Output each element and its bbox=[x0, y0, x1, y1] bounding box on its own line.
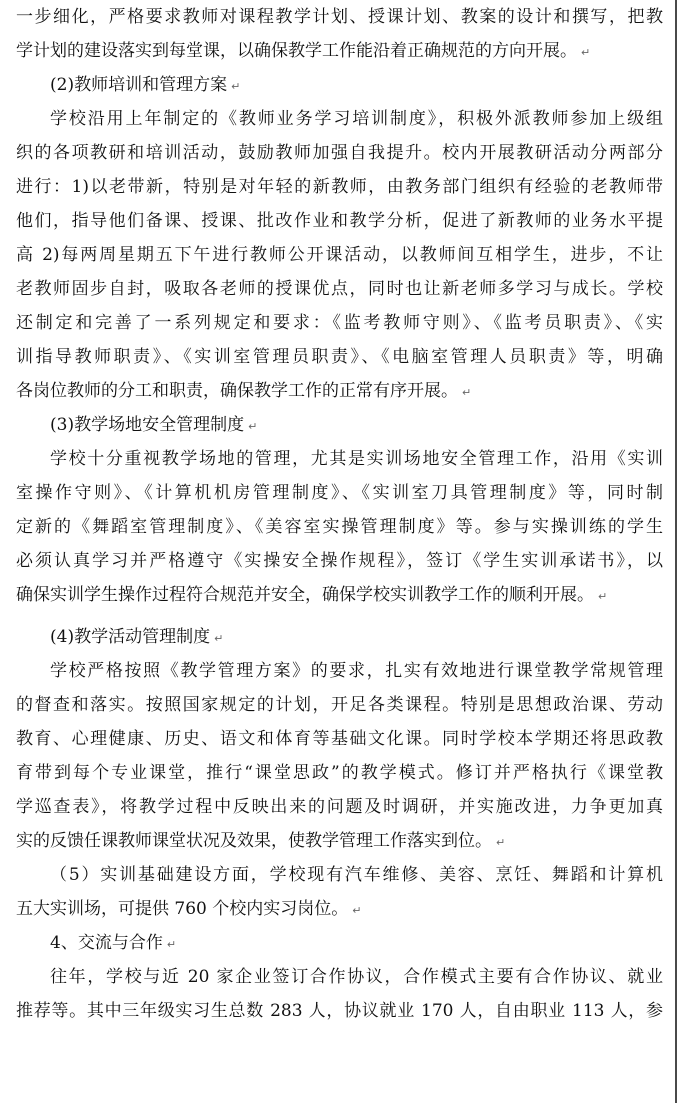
heading-text: (4)教学活动管理制度 bbox=[50, 627, 211, 647]
document-body bbox=[16, 0, 663, 1028]
heading-text: 4、交流与合作 bbox=[50, 933, 163, 953]
paragraph-mark-icon: ↵ bbox=[248, 420, 258, 433]
text-line-content: 五大实训场，可提供 760 个校内实习岗位。 bbox=[16, 899, 349, 919]
text-line-content: 实的反馈任课教师课堂状况及效果，使教学管理工作落实到位。 bbox=[16, 831, 492, 851]
paragraph bbox=[16, 0, 663, 68]
text-line: 还制定和完善了一系列规定和要求：《监考教师守则》、《监考员职责》、《实 bbox=[16, 313, 663, 333]
text-line-content: 学计划的建设落实到每堂课，以确保教学工作能沿着正确规范的方向开展。 bbox=[16, 41, 577, 61]
paragraph-mark-icon: ↵ bbox=[496, 836, 506, 849]
text-line: 育带到每个专业课堂，推行“课堂思政”的教学模式。修订并严格执行《课堂教 bbox=[16, 763, 663, 783]
text-line: 学校严格按照《教学管理方案》的要求，扎实有效地进行课堂教学常规管理 bbox=[50, 661, 663, 681]
text-line: 学校沿用上年制定的《教师业务学习培训制度》，积极外派教师参加上级组 bbox=[50, 109, 663, 129]
paragraph-mark-icon: ↵ bbox=[581, 46, 591, 59]
text-line: 学巡查表》，将教学过程中反映出来的问题及时调研，并实施改进，力争更加真 bbox=[16, 797, 663, 817]
text-line: 进行：1)以老带新，特别是对年轻的新教师，由教务部门组织有经验的老教师带 bbox=[16, 177, 663, 197]
heading-line bbox=[16, 620, 663, 654]
section-heading bbox=[16, 408, 663, 442]
paragraph-mark-icon: ↵ bbox=[214, 632, 224, 645]
text-line: 高 2)每两周星期五下午进行教师公开课活动，以教师间互相学生，进步，不让 bbox=[16, 245, 663, 265]
paragraph-mark-icon: ↵ bbox=[352, 904, 362, 917]
paragraph bbox=[16, 442, 663, 612]
heading-text: (2)教师培训和管理方案 bbox=[50, 75, 228, 95]
text-line bbox=[16, 374, 663, 408]
text-line bbox=[16, 578, 663, 612]
paragraph bbox=[16, 960, 663, 1028]
text-line: 教育、心理健康、历史、语文和体育等基础文化课。同时学校本学期还将思政教 bbox=[16, 729, 663, 749]
text-line: 一步细化，严格要求教师对课程教学计划、授课计划、教案的设计和撰写，把教 bbox=[16, 7, 663, 27]
paragraph bbox=[16, 654, 663, 858]
heading-text: (3)教学场地安全管理制度 bbox=[50, 415, 245, 435]
text-line: 学校十分重视教学场地的管理，尤其是实训场地安全管理工作，沿用《实训 bbox=[50, 449, 663, 469]
text-line-content: 确保实训学生操作过程符合规范并安全，确保学校实训教学工作的顺利开展。 bbox=[16, 585, 594, 605]
heading-line bbox=[16, 68, 663, 102]
text-line: （5）实训基础建设方面，学校现有汽车维修、美容、烹饪、舞蹈和计算机 bbox=[50, 865, 663, 885]
heading-line bbox=[16, 408, 663, 442]
section-heading bbox=[16, 620, 663, 654]
paragraph-mark-icon: ↵ bbox=[231, 80, 241, 93]
text-line: 老教师固步自封，吸取各老师的授课优点，同时也让新老师多学习与成长。学校 bbox=[16, 279, 663, 299]
text-line-content: 各岗位教师的分工和职责，确保教学工作的正常有序开展。 bbox=[16, 381, 458, 401]
paragraph bbox=[16, 102, 663, 408]
text-line: 他们，指导他们备课、授课、批改作业和教学分析，促进了新教师的业务水平提 bbox=[16, 211, 663, 231]
paragraph-mark-icon: ↵ bbox=[598, 590, 608, 603]
text-line bbox=[16, 34, 663, 68]
text-line: 往年，学校与近 20 家企业签订合作协议，合作模式主要有合作协议、就业 bbox=[50, 967, 663, 987]
text-line: 定新的《舞蹈室管理制度》、《美容室实操管理制度》等。参与实操训练的学生 bbox=[16, 517, 663, 537]
paragraph-spacing bbox=[16, 612, 663, 620]
text-line: 的督查和落实。按照国家规定的计划，开足各类课程。特别是思想政治课、劳动 bbox=[16, 695, 663, 715]
section-heading bbox=[16, 68, 663, 102]
text-line: 室操作守则》、《计算机机房管理制度》、《实训室刀具管理制度》等，同时制 bbox=[16, 483, 663, 503]
text-line: 织的各项教研和培训活动，鼓励教师加强自我提升。校内开展教研活动分两部分 bbox=[16, 143, 663, 163]
paragraph bbox=[16, 858, 663, 926]
text-line: 必须认真学习并严格遵守《实操安全操作规程》，签订《学生实训承诺书》，以 bbox=[16, 551, 663, 571]
paragraph-mark-icon: ↵ bbox=[462, 386, 472, 399]
text-line bbox=[16, 824, 663, 858]
text-line: 训指导教师职责》、《实训室管理员职责》、《电脑室管理人员职责》等，明确 bbox=[16, 347, 663, 367]
heading-line bbox=[16, 926, 663, 960]
section-heading bbox=[16, 926, 663, 960]
paragraph-mark-icon: ↵ bbox=[166, 938, 177, 951]
text-line bbox=[16, 892, 663, 926]
text-line: 推荐等。其中三年级实习生总数 283 人，协议就业 170 人，自由职业 113 人，参 bbox=[16, 1001, 663, 1021]
